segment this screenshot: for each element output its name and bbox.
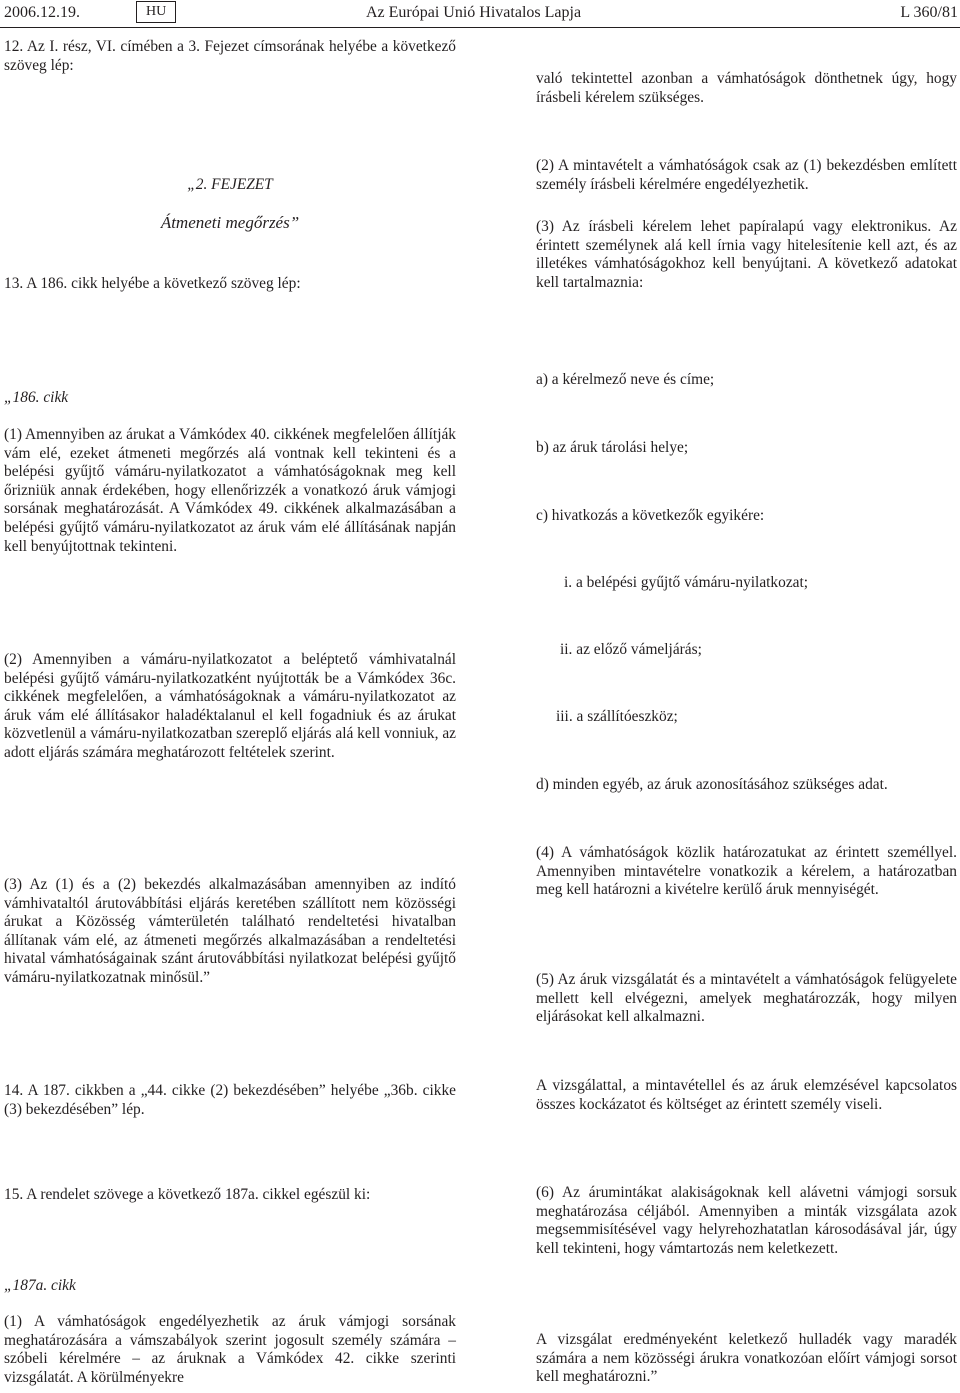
- article-186-paragraph-2: (2) Amennyiben a vámáru-nyilatkozatot a beléptető vámhivatalnál belépési gyűjtő vámáru-nyilatkozatként nyújtották be a Vámkódex 36c. cikkének megfelelően, a vámhatóságoknak a vámáru-nyilatkozatot az áruk vám elé állításakor haladéktalanul el kell fogadniuk és az árukat közvetlenül a vámáru-nyilatkozatban szereplő eljárás alá kell vonniuk, az adott eljárás számára meghatározott feltételek szerint.: [4, 651, 456, 761]
- article-186-paragraph-1: (1) Amennyiben az árukat a Vámkódex 40. cikkének megfelelően állítják vám elé, ezeket átmeneti megőrzés alá vontnak kell tekinteni és a belépési gyűjtő vámáru-nyilatkozatot a vámhatóságoknak meg kell őrizniük annak érdekében, hogy ellenőrizzék a vonatkozó áruk vámjogi sorsának meghatározását. A Vámkódex 49. cikkének alkalmazásában a belépési gyűjtő vámáru-nyilatkozatot az áruk vám elé állításának napján kell benyújtottnak tekinteni.: [4, 426, 456, 555]
- chapter-title: Átmeneti megőrzés”: [160, 213, 300, 232]
- list-item-c-i: i. a belépési gyűjtő vámáru-nyilatkozat;: [564, 574, 809, 591]
- paragraph-6: (6) Az árumintákat alakiságoknak kell alávetni vámjogi sorsuk meghatározása céljából. Amennyiben a minták vizsgálata azok megsemmisítésével vagy helyrehozhatatlan károsodásával jár, úgy kell tekinteni, hogy vámtartozás nem keletkezett.: [536, 1184, 957, 1257]
- article-186-title: „186. cikk: [4, 389, 69, 406]
- list-item-c-ii: ii. az előző vámeljárás;: [560, 641, 702, 658]
- header-rule: [0, 27, 960, 28]
- paragraph-2: (2) A mintavételt a vámhatóságok csak az (1) bekezdésben említett személy írásbeli kérelmére engedélyezhetik.: [536, 157, 957, 193]
- header-date: 2006.12.19.: [4, 4, 80, 21]
- article-186-paragraph-3: (3) Az (1) és a (2) bekezdés alkalmazásában amennyiben az indító vámhivataltól árutovábbítási eljárás keretében szállított nem közösségi árukat a Közösség vámterületén található rendeltetési hivatalban állítanak vám elé, az átmeneti megőrzés alkalmazásában a rendeltetési hivatal vámhatóságainak szánt árutovábbítási nyilatkozat belépési gyűjtő vámáru-nyilatkozatnak minősül.”: [4, 876, 456, 986]
- page-reference: L 360/81: [900, 4, 958, 21]
- continued-text: való tekintettel azonban a vámhatóságok dönthetnek úgy, hogy írásbeli kérelem szükséges.: [536, 70, 957, 106]
- list-item-c-iii: iii. a szállítóeszköz;: [556, 708, 678, 725]
- chapter-heading: „2. FEJEZET: [187, 176, 273, 193]
- paragraph-5: (5) Az áruk vizsgálatát és a mintavételt a vámhatóságok felügyelete mellett kell elvégezni, amelyek meghatározzák, hogy milyen eljárásokat kell alkalmazni.: [536, 971, 957, 1026]
- list-item-c: c) hivatkozás a következők egyikére:: [536, 507, 765, 524]
- amendment-14: 14. A 187. cikkben a „44. cikke (2) bekezdésében” helyébe „36b. cikke (3) bekezdésében” lép.: [4, 1082, 456, 1118]
- paragraph-3: (3) Az írásbeli kérelem lehet papíralapú vagy elektronikus. Az érintett személynek alá kell írnia vagy hitelesítenie kell azt, és az illetékes vámhatóságokhoz kell benyújtani. A következő adatokat kell tartalmaznia:: [536, 218, 957, 291]
- amendment-12: 12. Az I. rész, VI. címében a 3. Fejezet címsorának helyébe a következő szöveg lép:: [4, 38, 456, 74]
- list-item-b: b) az áruk tárolási helye;: [536, 439, 689, 456]
- list-item-d: d) minden egyéb, az áruk azonosításához szükséges adat.: [536, 776, 888, 793]
- amendment-13: 13. A 186. cikk helyébe a következő szöveg lép:: [4, 275, 301, 292]
- article-187a-title: „187a. cikk: [4, 1277, 76, 1294]
- paragraph-6-continued: A vizsgálat eredményeként keletkező hulladék vagy maradék számára a nem közösségi árukra vonatkozóan előírt vámjogi sorsot kell meghatározni.”: [536, 1331, 957, 1386]
- language-badge: HU: [136, 1, 176, 23]
- paragraph-4: (4) A vámhatóságok közlik határozatukat az érintett személlyel. Amennyiben mintavételre vonatkozik a kérelem, a határozatban meg kell határozni a kivételre kerülő áruk mennyiségét.: [536, 844, 957, 899]
- amendment-15: 15. A rendelet szövege a következő 187a. cikkel egészül ki:: [4, 1186, 371, 1203]
- page-header: [0, 0, 960, 28]
- journal-title: Az Európai Unió Hivatalos Lapja: [366, 4, 582, 21]
- list-item-a: a) a kérelmező neve és címe;: [536, 371, 715, 388]
- article-187a-paragraph-1: (1) A vámhatóságok engedélyezhetik az áruk vámjogi sorsának meghatározására a vámszabályok szerint jogosult személy számára – szóbeli kérelmére – az áruknak a Vámkódex 42. cikke szerinti vizsgálatát. A körülményekre: [4, 1313, 456, 1386]
- paragraph-5-continued: A vizsgálattal, a mintavétellel és az áruk elemzésével kapcsolatos összes kockázatot és költséget az érintett személy viseli.: [536, 1077, 957, 1113]
